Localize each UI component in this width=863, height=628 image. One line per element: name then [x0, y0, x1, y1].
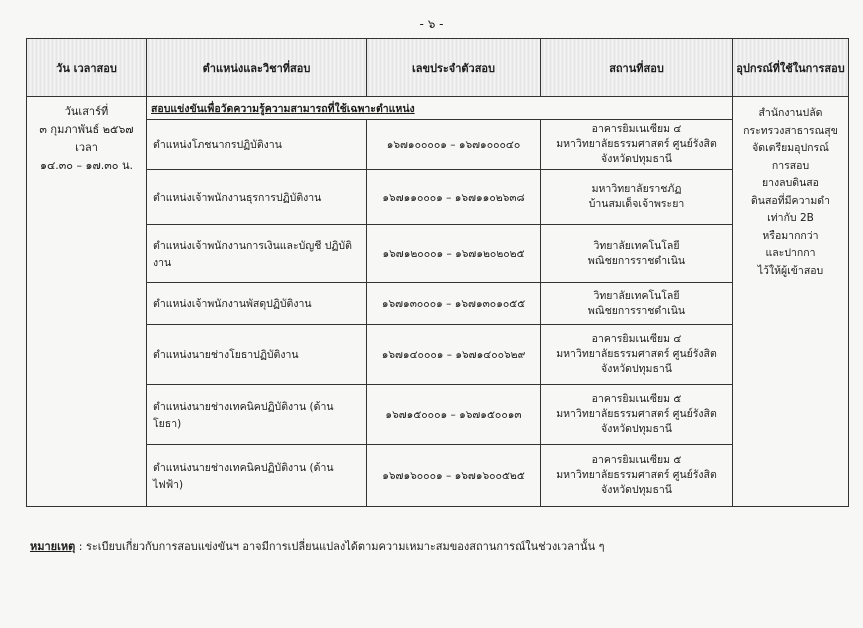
header-venue: สถานที่สอบ — [541, 39, 733, 97]
equipment-line: และปากกา — [765, 247, 816, 259]
venue-line: อาคารยิมเนเซียม ๕ — [591, 454, 682, 466]
venue-line: พณิชยการราชดำเนิน — [587, 254, 686, 267]
table-row — [27, 385, 849, 445]
equipment-line: การสอบ — [771, 159, 810, 172]
venue-line: อาคารยิมเนเซียม ๔ — [591, 123, 682, 135]
position-cell: ตำแหน่งนายช่างเทคนิคปฏิบัติงาน (ด้านโยธา) — [147, 385, 367, 445]
venue-line: มหาวิทยาลัยธรรมศาสตร์ ศูนย์รังสิต — [556, 138, 717, 150]
exam-schedule-table — [26, 38, 849, 507]
table-row — [27, 445, 849, 507]
equipment-line: ยางลบดินสอ — [762, 177, 819, 189]
venue-cell — [541, 385, 733, 445]
page-number: - ๖ - — [419, 17, 444, 31]
table-row — [27, 283, 849, 325]
venue-line: วิทยาลัยเทคโนโลยี — [593, 289, 680, 302]
equipment-cell — [733, 97, 849, 507]
position-cell: ตำแหน่งโภชนากรปฏิบัติงาน — [147, 120, 367, 170]
exam-range-cell: ๑๖๗๑๔๐๐๐๑ – ๑๖๗๑๔๐๐๖๒๙ — [367, 325, 541, 385]
venue-cell — [541, 445, 733, 507]
equipment-line: กระทรวงสาธารณสุข — [743, 124, 838, 137]
exam-range-cell: ๑๖๗๑๒๐๐๐๑ – ๑๖๗๑๒๐๒๐๒๕ — [367, 225, 541, 283]
exam-range-cell: ๑๖๗๑๓๐๐๐๑ – ๑๖๗๑๓๐๑๐๕๕ — [367, 283, 541, 325]
venue-line: มหาวิทยาลัยธรรมศาสตร์ ศูนย์รังสิต — [556, 348, 717, 360]
equipment-line: จัดเตรียมอุปกรณ์ — [752, 142, 829, 154]
header-date-time: วัน เวลาสอบ — [27, 39, 147, 97]
position-cell: ตำแหน่งนายช่างเทคนิคปฏิบัติงาน (ด้านไฟฟ้า) — [147, 445, 367, 507]
venue-line: จังหวัดปทุมธานี — [601, 363, 672, 375]
venue-line: อาคารยิมเนเซียม ๕ — [591, 393, 682, 405]
venue-line: จังหวัดปทุมธานี — [601, 423, 672, 435]
section-title: สอบแข่งขันเพื่อวัดความรู้ความสามารถที่ใช้เฉพาะตำแหน่ง — [147, 97, 733, 120]
venue-line: มหาวิทยาลัยราชภัฏ — [591, 183, 682, 195]
date-line: วันเสาร์ที่ — [64, 105, 109, 118]
equipment-line: เท่ากับ 2B — [767, 212, 814, 224]
equipment-line: สำนักงานปลัด — [758, 107, 823, 119]
note-text: : ระเบียบเกี่ยวกับการสอบแข่งขันฯ อาจมีการเปลี่ยนแปลงได้ตามความเหมาะสมของสถานการณ์ในช่วงเวลานั้น ๆ — [75, 540, 605, 553]
venue-line: จังหวัดปทุมธานี — [601, 484, 672, 496]
table-row — [27, 120, 849, 170]
table-row — [27, 325, 849, 385]
venue-line: มหาวิทยาลัยธรรมศาสตร์ ศูนย์รังสิต — [556, 408, 717, 420]
venue-cell — [541, 170, 733, 225]
venue-line: วิทยาลัยเทคโนโลยี — [593, 239, 680, 252]
venue-cell — [541, 120, 733, 170]
date-line: ๓ กุมภาพันธ์ ๒๕๖๗ — [39, 123, 134, 136]
venue-line: มหาวิทยาลัยธรรมศาสตร์ ศูนย์รังสิต — [556, 469, 717, 481]
header-equipment: อุปกรณ์ที่ใช้ในการสอบ — [733, 39, 849, 97]
position-cell: ตำแหน่งเจ้าพนักงานพัสดุปฏิบัติงาน — [147, 283, 367, 325]
exam-range-cell: ๑๖๗๑๑๐๐๐๑ – ๑๖๗๑๑๐๒๖๓๘ — [367, 170, 541, 225]
table-header-row — [27, 39, 849, 97]
note-label: หมายเหตุ — [30, 540, 76, 553]
exam-range-cell: ๑๖๗๑๕๐๐๐๑ – ๑๖๗๑๕๐๐๑๓ — [367, 385, 541, 445]
header-position: ตำแหน่งและวิชาที่สอบ — [147, 39, 367, 97]
position-cell: ตำแหน่งนายช่างโยธาปฏิบัติงาน — [147, 325, 367, 385]
date-line: เวลา — [75, 141, 98, 154]
venue-line: จังหวัดปทุมธานี — [601, 153, 672, 165]
position-cell: ตำแหน่งเจ้าพนักงานธุรการปฏิบัติงาน — [147, 170, 367, 225]
date-line: ๑๔.๓๐ – ๑๗.๓๐ น. — [39, 159, 134, 172]
venue-line: พณิชยการราชดำเนิน — [587, 304, 686, 317]
venue-line: อาคารยิมเนเซียม ๔ — [591, 333, 682, 345]
section-title-row — [27, 97, 849, 120]
venue-cell — [541, 225, 733, 283]
table-row — [27, 225, 849, 283]
equipment-line: หรือมากกว่า — [762, 229, 819, 242]
footnote — [30, 537, 605, 555]
position-cell: ตำแหน่งเจ้าพนักงานการเงินและบัญชี ปฏิบัติงาน — [147, 225, 367, 283]
venue-cell — [541, 325, 733, 385]
equipment-line: ไว้ให้ผู้เข้าสอบ — [757, 264, 824, 277]
venue-line: บ้านสมเด็จเจ้าพระยา — [588, 198, 685, 210]
equipment-line: ดินสอที่มีความดำ — [750, 194, 830, 207]
header-exam-number: เลขประจำตัวสอบ — [367, 39, 541, 97]
exam-range-cell: ๑๖๗๑๐๐๐๐๑ – ๑๖๗๑๐๐๐๔๐ — [367, 120, 541, 170]
exam-range-cell: ๑๖๗๑๖๐๐๐๑ – ๑๖๗๑๖๐๐๕๒๕ — [367, 445, 541, 507]
table-row — [27, 170, 849, 225]
venue-cell — [541, 283, 733, 325]
date-time-cell — [27, 97, 147, 507]
